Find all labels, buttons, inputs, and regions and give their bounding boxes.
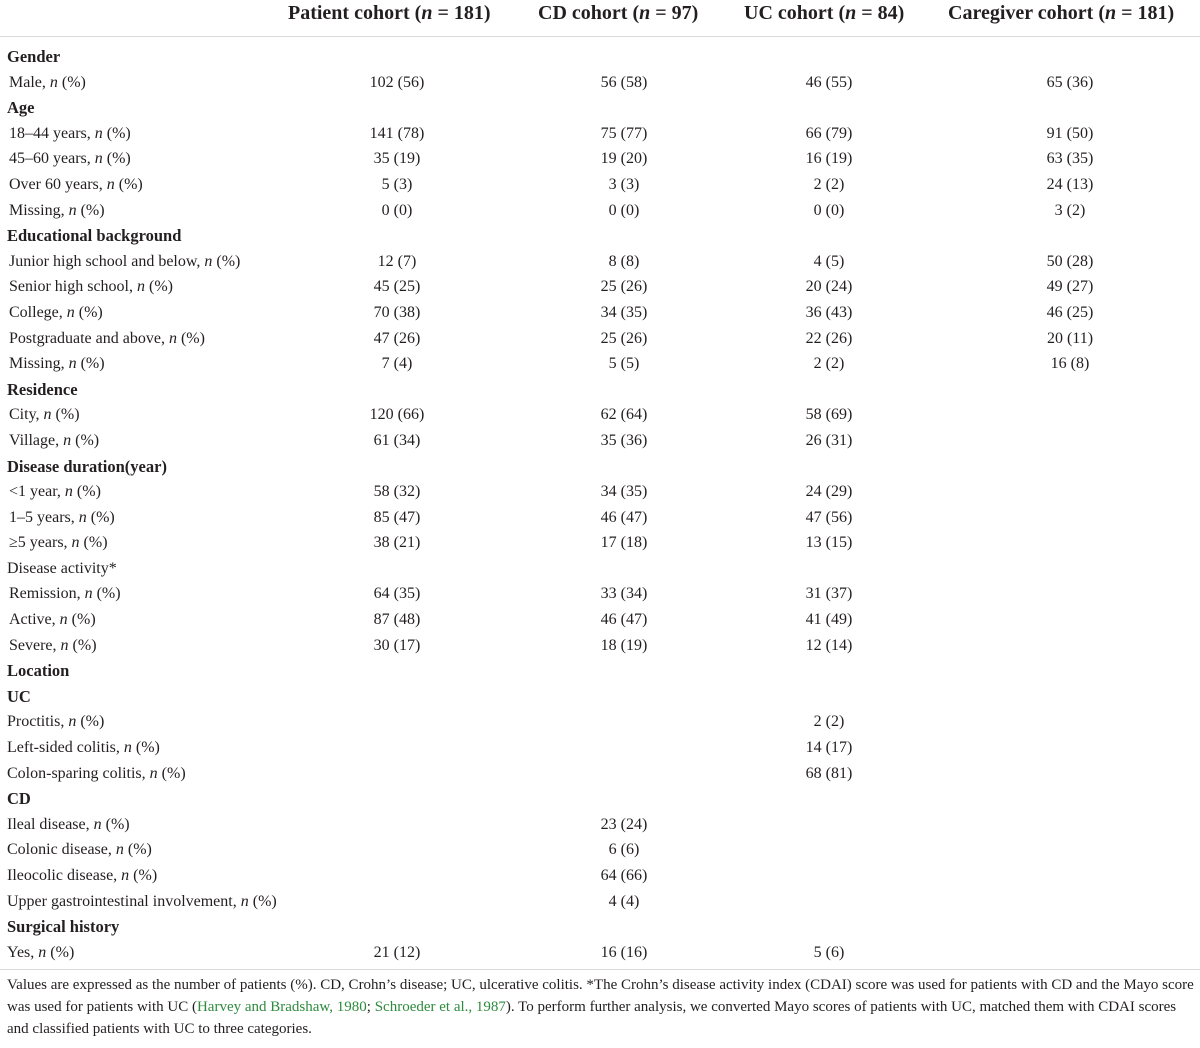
table-cell: 58 (32) xyxy=(373,483,421,501)
row-label-suffix: (%) xyxy=(74,303,103,321)
table-cell: 45 (25) xyxy=(373,278,421,296)
row-label-text: Left-sided colitis, xyxy=(7,739,124,757)
table-row xyxy=(0,607,1200,633)
row-label-text: Colonic disease, xyxy=(7,841,116,859)
row-label-text: Location xyxy=(7,661,70,681)
table-cell: 102 (56) xyxy=(369,73,425,91)
table-cell: 26 (31) xyxy=(805,431,853,449)
row-label-text: Gender xyxy=(7,47,61,66)
table-row xyxy=(0,837,1200,863)
table-row xyxy=(0,505,1200,531)
row-label xyxy=(7,735,160,761)
table-cell: 4 (5) xyxy=(813,252,845,270)
row-label-n: n xyxy=(93,815,102,833)
row-label-n: n xyxy=(71,534,80,552)
header-label: Caregiver cohort xyxy=(948,2,1094,24)
table-cell: 33 (34) xyxy=(600,585,648,603)
row-label-suffix: (%) xyxy=(123,841,152,859)
header-caregiver-cohort xyxy=(948,2,1174,25)
row-label-suffix: (%) xyxy=(79,534,108,552)
table-cell: 3 (2) xyxy=(1054,201,1086,219)
row-label-text: Village, xyxy=(9,431,64,449)
table-cell: 34 (35) xyxy=(600,483,648,501)
table-cell: 47 (56) xyxy=(805,508,853,526)
section-label xyxy=(7,684,31,710)
table-cell: 5 (5) xyxy=(608,355,640,373)
table-cell: 2 (2) xyxy=(813,355,845,373)
row-label-n: n xyxy=(168,329,177,347)
row-label-suffix: (%) xyxy=(76,201,105,219)
row-label-n: n xyxy=(121,867,130,884)
row-label-suffix: (%) xyxy=(102,150,131,168)
row-label xyxy=(9,70,86,96)
table-row xyxy=(0,889,1200,915)
header-n-value: = 181) xyxy=(432,2,491,24)
table-cell: 5 (6) xyxy=(813,943,845,961)
table-cell: 49 (27) xyxy=(1046,278,1094,296)
row-label-text: Junior high school and below, xyxy=(9,252,205,270)
table-cell: 41 (49) xyxy=(805,611,853,629)
row-label-text: <1 year, xyxy=(9,483,65,501)
table-cell: 2 (2) xyxy=(813,175,845,193)
row-label-suffix: (%) xyxy=(129,867,158,884)
section-label xyxy=(7,914,119,940)
header-label: UC cohort xyxy=(744,2,834,24)
table-cell: 30 (17) xyxy=(373,636,421,654)
table-cell: 47 (26) xyxy=(373,329,421,347)
row-label xyxy=(9,530,108,556)
row-label-text: CD xyxy=(7,789,31,809)
row-label-text: Ileocolic disease, xyxy=(7,867,122,884)
row-label-text: Male, xyxy=(9,73,50,91)
table-cell: 61 (34) xyxy=(373,431,421,449)
row-label-n: n xyxy=(68,713,77,731)
table-cell: 18 (19) xyxy=(600,636,648,654)
table-row xyxy=(0,326,1200,352)
header-open: ( xyxy=(838,2,846,24)
row-label-text: Disease activity* xyxy=(7,559,117,577)
section-header-row xyxy=(0,377,1200,403)
table-cell: 35 (36) xyxy=(600,431,648,449)
table-cell: 66 (79) xyxy=(805,124,853,142)
table-cell: 120 (66) xyxy=(369,406,425,424)
table-row xyxy=(0,581,1200,607)
table-cell: 7 (4) xyxy=(381,355,413,373)
row-label-suffix: (%) xyxy=(248,892,277,910)
table-row xyxy=(0,863,1200,889)
reference-link-schroeder[interactable]: Schroeder et al., 1987 xyxy=(374,999,506,1015)
header-open: ( xyxy=(414,2,422,24)
row-label xyxy=(7,837,152,863)
row-label-text: Yes, xyxy=(7,943,39,961)
row-label-suffix: (%) xyxy=(131,739,160,757)
row-label-text: Disease duration(year) xyxy=(7,456,167,476)
table-row xyxy=(0,530,1200,556)
footnote-text: Values are expressed as the number of patients (%). CD, Crohn’s disease; UC, ulcerative colitis. *The Crohn’s disease activity index (CDAI) score was used for patients with CD and the Mayo score was used for patients with UC ( xyxy=(7,977,1194,1015)
row-label-suffix: (%) xyxy=(86,508,115,526)
row-label-text: College, xyxy=(9,303,67,321)
table-cell: 35 (19) xyxy=(373,150,421,168)
table-cell: 16 (16) xyxy=(600,943,648,961)
section-header-row xyxy=(0,786,1200,812)
table-cell: 22 (26) xyxy=(805,329,853,347)
row-label-text: Active, xyxy=(9,611,60,629)
row-label-n: n xyxy=(68,201,77,219)
row-label-n: n xyxy=(66,303,75,321)
row-label xyxy=(9,326,205,352)
table-row xyxy=(0,633,1200,659)
table-body xyxy=(0,44,1200,965)
row-label-n: n xyxy=(38,943,47,961)
section-header-row xyxy=(0,658,1200,684)
table-row xyxy=(0,300,1200,326)
table-cell: 20 (11) xyxy=(1046,329,1094,347)
header-patient-cohort xyxy=(288,2,491,25)
table-cell: 50 (28) xyxy=(1046,252,1094,270)
row-label-suffix: (%) xyxy=(102,124,131,142)
table-row xyxy=(0,812,1200,838)
row-label-text: Proctitis, xyxy=(7,713,69,731)
row-label-n: n xyxy=(59,611,68,629)
footnote-text-end: ). To perform further analysis, we converted Mayo scores of patients with UC, matched them with CDAI scores and classified patients with UC to three categories. xyxy=(7,999,1177,1037)
header-label: CD cohort xyxy=(538,2,628,24)
table-row xyxy=(0,146,1200,172)
row-label-text: Missing, xyxy=(9,201,69,219)
row-label-text: Postgraduate and above, xyxy=(9,329,169,347)
row-label-n: n xyxy=(123,739,132,757)
row-label-suffix: (%) xyxy=(68,636,97,654)
section-label xyxy=(7,44,60,70)
row-label-text: Ileal disease, xyxy=(7,815,94,833)
section-header-row xyxy=(0,914,1200,940)
table-cell: 25 (26) xyxy=(600,329,648,347)
table-cell: 24 (13) xyxy=(1046,175,1094,193)
row-label-suffix: (%) xyxy=(46,943,75,961)
row-label xyxy=(9,300,103,326)
row-label xyxy=(9,172,143,198)
table-row xyxy=(0,479,1200,505)
table-cell: 12 (14) xyxy=(805,636,853,654)
table-row xyxy=(0,70,1200,96)
row-label-text: Residence xyxy=(7,379,78,399)
row-label xyxy=(7,940,74,966)
row-label-n: n xyxy=(78,508,87,526)
table-cell: 85 (47) xyxy=(373,508,421,526)
footer-divider xyxy=(0,969,1200,970)
row-label-suffix: (%) xyxy=(67,611,96,629)
table-cell: 65 (36) xyxy=(1046,73,1094,91)
table-cell: 12 (7) xyxy=(377,252,417,270)
table-row xyxy=(0,402,1200,428)
header-cd-cohort xyxy=(538,2,698,25)
table-row xyxy=(0,556,1200,582)
table-cell: 46 (47) xyxy=(600,611,648,629)
table-row xyxy=(0,172,1200,198)
table-header xyxy=(0,0,1200,32)
row-label xyxy=(9,505,115,531)
table-cell: 91 (50) xyxy=(1046,124,1094,142)
header-n: n xyxy=(421,2,433,24)
row-label-n: n xyxy=(49,73,58,91)
row-label-suffix: (%) xyxy=(92,585,121,603)
table-cell: 23 (24) xyxy=(600,815,648,833)
section-header-row xyxy=(0,44,1200,70)
row-label-suffix: (%) xyxy=(51,406,80,424)
header-uc-cohort xyxy=(744,2,904,25)
row-label-suffix: (%) xyxy=(57,73,86,91)
row-label-suffix: (%) xyxy=(212,252,241,270)
table-cell: 31 (37) xyxy=(805,585,853,603)
row-label-text: UC xyxy=(7,686,31,706)
row-label-n: n xyxy=(64,483,73,501)
section-label xyxy=(7,377,78,403)
section-header-row xyxy=(0,223,1200,249)
header-open: ( xyxy=(1098,2,1105,24)
table-cell: 46 (25) xyxy=(1046,303,1094,321)
table-cell: 46 (47) xyxy=(600,508,648,526)
row-label-text: 45–60 years, xyxy=(9,150,95,168)
table-row xyxy=(0,249,1200,275)
table-cell: 21 (12) xyxy=(373,943,421,961)
header-n-value: = 97) xyxy=(650,2,699,24)
row-label-text: Colon-sparing colitis, xyxy=(7,764,150,782)
row-label xyxy=(9,198,105,224)
row-label xyxy=(9,402,80,428)
table-cell: 20 (24) xyxy=(805,278,853,296)
row-label xyxy=(7,761,186,787)
row-label-n: n xyxy=(137,278,145,296)
row-label xyxy=(9,607,96,633)
row-label xyxy=(9,633,97,659)
row-label-suffix: (%) xyxy=(71,431,100,449)
row-label-n: n xyxy=(149,764,158,782)
header-n: n xyxy=(639,2,651,24)
row-label-n: n xyxy=(63,431,72,449)
row-label-text: 1–5 years, xyxy=(9,508,79,526)
row-label xyxy=(9,351,105,377)
table-cell: 14 (17) xyxy=(805,739,853,757)
table-row xyxy=(0,274,1200,300)
table-cell: 17 (18) xyxy=(600,534,648,552)
row-label-suffix: (%) xyxy=(114,175,143,193)
table-cell: 46 (55) xyxy=(805,73,853,91)
section-label xyxy=(7,454,167,480)
table-cell: 16 (19) xyxy=(805,150,853,168)
table-cell: 36 (43) xyxy=(805,303,853,321)
section-label xyxy=(7,658,69,684)
table-cell: 63 (35) xyxy=(1046,150,1094,168)
row-label-text: 18–44 years, xyxy=(9,124,95,142)
row-label-text: Educational background xyxy=(7,226,182,246)
row-label-suffix: (%) xyxy=(76,355,105,373)
row-label xyxy=(7,709,104,735)
row-label-text: Upper gastrointestinal involvement, xyxy=(7,892,241,910)
table-cell: 68 (81) xyxy=(805,764,853,782)
row-label xyxy=(9,428,99,454)
table-row xyxy=(0,940,1200,966)
row-label xyxy=(9,581,121,607)
row-label xyxy=(7,863,157,889)
section-header-row xyxy=(0,95,1200,121)
table-cell: 58 (69) xyxy=(805,406,853,424)
table-row xyxy=(0,351,1200,377)
section-header-row xyxy=(0,684,1200,710)
row-label-text: Remission, xyxy=(9,585,85,603)
row-label-text: Severe, xyxy=(9,636,61,654)
row-label-n: n xyxy=(68,355,77,373)
table-row xyxy=(0,198,1200,224)
row-label-n: n xyxy=(43,406,52,424)
section-label xyxy=(7,786,31,812)
table-cell: 4 (4) xyxy=(608,892,640,910)
table-cell: 2 (2) xyxy=(813,713,845,731)
table-cell: 34 (35) xyxy=(600,303,648,321)
table-cell: 16 (8) xyxy=(1050,355,1090,373)
row-label-text: Missing, xyxy=(9,355,69,373)
row-label xyxy=(7,556,117,582)
row-label-suffix: (%) xyxy=(72,483,101,501)
section-label xyxy=(7,223,181,249)
table-cell: 75 (77) xyxy=(600,124,648,142)
header-n-value: = 181) xyxy=(1116,2,1175,24)
row-label-text: Surgical history xyxy=(7,917,120,937)
section-label xyxy=(7,95,35,121)
table-cell: 25 (26) xyxy=(600,278,648,296)
table-cell: 141 (78) xyxy=(369,124,425,142)
row-label-text: Over 60 years, xyxy=(9,175,107,193)
row-label-n: n xyxy=(106,175,115,193)
row-label xyxy=(9,274,173,300)
table-footnote xyxy=(7,974,1195,1040)
table-cell: 64 (35) xyxy=(373,585,421,603)
table-cell: 38 (21) xyxy=(373,534,421,552)
row-label-n: n xyxy=(240,892,249,910)
row-label-n: n xyxy=(204,252,213,270)
row-label-n: n xyxy=(94,124,103,142)
table-cell: 70 (38) xyxy=(373,303,421,321)
row-label-text: Age xyxy=(7,98,35,118)
row-label-suffix: (%) xyxy=(176,329,205,347)
row-label-n: n xyxy=(60,636,69,654)
table-cell: 24 (29) xyxy=(805,483,853,501)
row-label xyxy=(9,121,131,147)
footnote-separator: ; xyxy=(366,999,375,1015)
table-cell: 6 (6) xyxy=(608,841,640,859)
row-label-n: n xyxy=(84,585,93,603)
row-label-text: ≥5 years, xyxy=(9,534,72,552)
table-cell: 62 (64) xyxy=(600,406,648,424)
header-open: ( xyxy=(632,2,640,24)
table-cell: 87 (48) xyxy=(373,611,421,629)
row-label-n: n xyxy=(115,841,124,859)
reference-link-harvey[interactable]: Harvey and Bradshaw, 1980 xyxy=(196,999,367,1015)
row-label xyxy=(7,889,277,915)
table-cell: 56 (58) xyxy=(600,73,648,91)
table-cell: 64 (66) xyxy=(600,867,648,884)
header-n: n xyxy=(1105,2,1117,24)
table-cell: 3 (3) xyxy=(608,175,640,193)
table-cell: 0 (0) xyxy=(381,201,413,219)
table-row xyxy=(0,428,1200,454)
row-label xyxy=(9,146,131,172)
table-row xyxy=(0,121,1200,147)
row-label-text: Senior high school, xyxy=(9,278,137,296)
row-label xyxy=(7,812,130,838)
row-label xyxy=(9,249,240,275)
table-row xyxy=(0,735,1200,761)
row-label-suffix: (%) xyxy=(145,278,173,296)
row-label-suffix: (%) xyxy=(157,764,186,782)
table-cell: 8 (8) xyxy=(608,252,640,270)
section-header-row xyxy=(0,454,1200,480)
table-cell: 19 (20) xyxy=(600,150,648,168)
table-cell: 0 (0) xyxy=(813,201,845,219)
row-label-suffix: (%) xyxy=(76,713,105,731)
table-cell: 5 (3) xyxy=(381,175,413,193)
row-label-suffix: (%) xyxy=(101,815,130,833)
row-label xyxy=(9,479,101,505)
table-row xyxy=(0,761,1200,787)
header-divider xyxy=(0,36,1200,37)
header-n-value: = 84) xyxy=(856,2,905,24)
table-cell: 13 (15) xyxy=(805,534,853,552)
table-cell: 0 (0) xyxy=(608,201,640,219)
row-label-n: n xyxy=(94,150,103,168)
row-label-text: City, xyxy=(9,406,44,424)
table-row xyxy=(0,709,1200,735)
header-label: Patient cohort xyxy=(288,2,410,24)
header-n: n xyxy=(845,2,857,24)
